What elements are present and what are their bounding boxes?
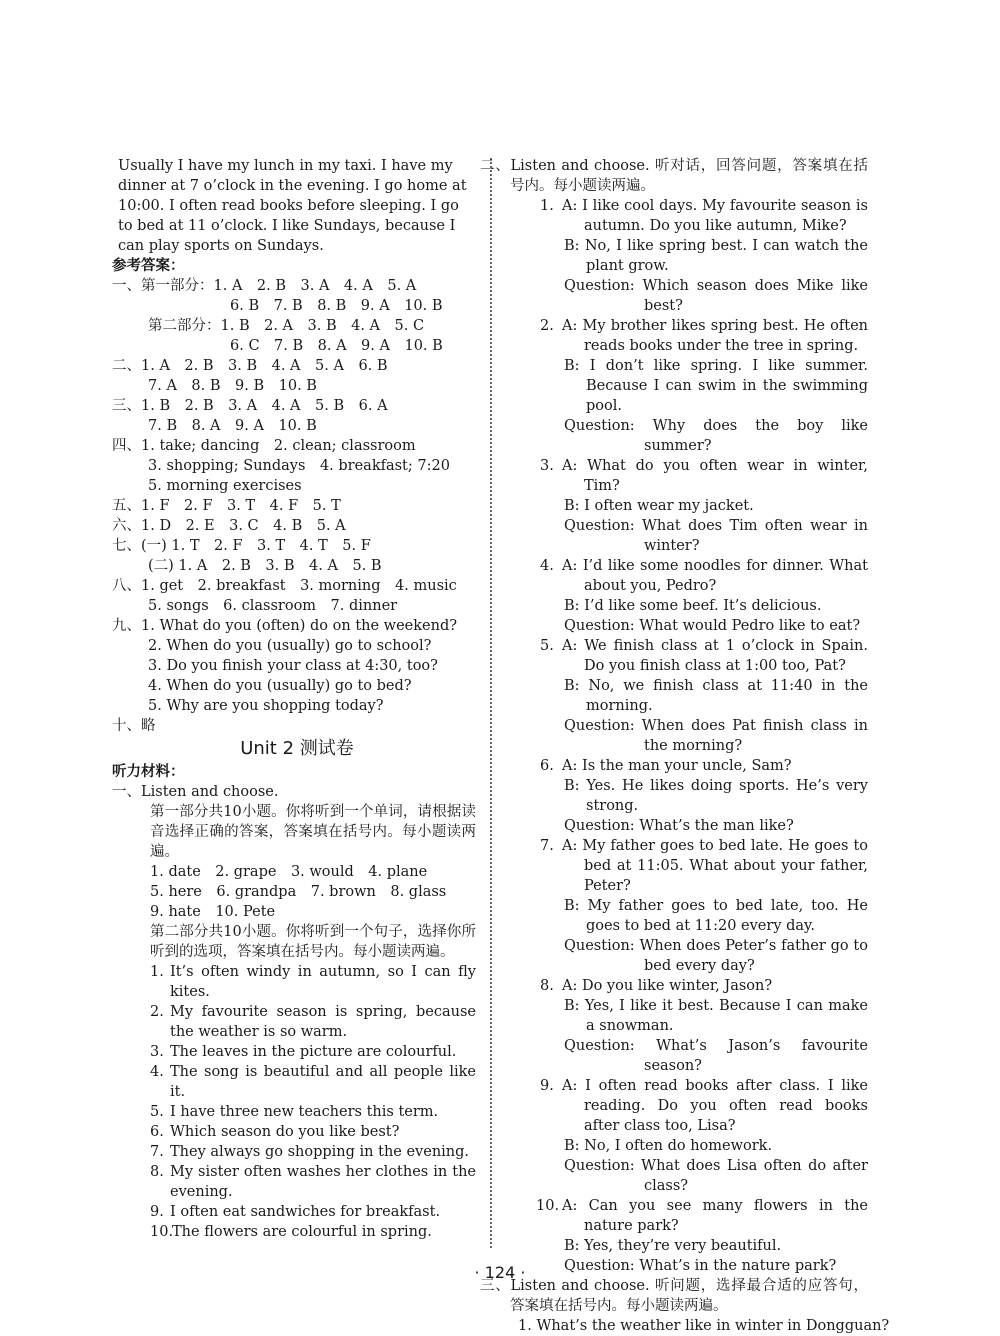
answer-line: 第二部分：1. B 2. A 3. B 4. A 5. C — [148, 318, 425, 334]
question-line: Question: What’s Jason’s favourite season? — [564, 1038, 868, 1074]
column-divider — [490, 158, 492, 1248]
dialogue-item — [510, 196, 868, 316]
sentence-text: The flowers are colourful in spring. — [172, 1224, 432, 1240]
answer-line: 七、(一) 1. T 2. F 3. T 4. T 5. F — [112, 538, 371, 554]
dialogue-number: 1. — [540, 198, 554, 214]
sentence-item — [118, 962, 476, 1002]
sentence-item — [118, 1142, 476, 1162]
intro-line: to bed at 11 o’clock. I like Sundays, because I — [118, 218, 456, 234]
sentence-text: The song is beautiful and all people like it. — [170, 1064, 476, 1100]
question-line: Question: Which season does Mike like best? — [564, 278, 868, 314]
sentence-number: 2. — [150, 1004, 164, 1020]
sentence-text: The leaves in the picture are colourful. — [170, 1044, 457, 1060]
intro-line: 10:00. I often read books before sleeping. I go — [118, 198, 459, 214]
dialogue-number: 8. — [540, 978, 554, 994]
question-line: Question: What would Pedro like to eat? — [564, 618, 861, 634]
speaker-a-line: A: I often read books after class. I like reading. Do you often read books after class too, Lisa? — [562, 1078, 868, 1134]
speaker-a-line: A: What do you often wear in winter, Tim? — [562, 458, 868, 494]
unit-title: Unit 2 测试卷 — [240, 738, 354, 759]
answer-line: 十、略 — [112, 718, 156, 734]
answer-line: 九、1. What do you (often) do on the weekend? — [112, 618, 458, 634]
question-line: Question: What’s the man like? — [564, 818, 794, 834]
dialogue-number: 4. — [540, 558, 554, 574]
word-line: 5. here 6. grandpa 7. brown 8. glass — [150, 884, 447, 900]
sentence-number: 5. — [150, 1104, 164, 1120]
sentence-text: I often eat sandwiches for breakfast. — [170, 1204, 441, 1220]
speaker-a-line: A: I’d like some noodles for dinner. What about you, Pedro? — [562, 558, 868, 594]
question-line: Question: When does Pat finish class in the morning? — [564, 718, 868, 754]
dialogue-number: 7. — [540, 838, 554, 854]
section3-question: 1. What’s the weather like in winter in Dongguan? — [518, 1318, 890, 1334]
answer-line: (二) 1. A 2. B 3. B 4. A 5. B — [148, 558, 382, 574]
answer-line: 6. B 7. B 8. B 9. A 10. B — [230, 298, 443, 314]
dialogue-item — [510, 556, 868, 636]
section3-title: 三、Listen and choose. 听问题，选择最合适的应答句，答案填在括号内。每小题读两遍。 — [480, 1278, 868, 1314]
sentence-number: 4. — [150, 1064, 164, 1080]
dialogue-item — [510, 636, 868, 756]
speaker-a-line: A: Is the man your uncle, Sam? — [562, 758, 792, 774]
question-line: Question: Why does the boy like summer? — [564, 418, 868, 454]
sentence-item — [118, 1062, 476, 1102]
speaker-b-line: B: I don’t like spring. I like summer. Because I can swim in the swimming pool. — [564, 358, 868, 414]
speaker-b-line: B: I often wear my jacket. — [564, 498, 754, 514]
speaker-b-line: B: No, I often do homework. — [564, 1138, 773, 1154]
answer-line: 7. A 8. B 9. B 10. B — [148, 378, 317, 394]
dialogue-item — [510, 976, 868, 1076]
speaker-b-line: B: My father goes to bed late, too. He goes to bed at 11:20 every day. — [564, 898, 868, 934]
answer-line: 3. Do you finish your class at 4:30, too? — [148, 658, 438, 674]
sentence-text: My sister often washes her clothes in the evening. — [170, 1164, 476, 1200]
speaker-a-line: A: Do you like winter, Jason? — [562, 978, 773, 994]
sentence-text: It’s often windy in autumn, so I can fly kites. — [170, 964, 476, 1000]
sentence-item — [118, 1002, 476, 1042]
answer-line: 二、1. A 2. B 3. B 4. A 5. A 6. B — [112, 358, 388, 374]
question-line: Question: What does Tim often wear in winter? — [564, 518, 868, 554]
answer-line: 5. morning exercises — [148, 478, 302, 494]
dialogue-number: 9. — [540, 1078, 554, 1094]
sentence-text: I have three new teachers this term. — [170, 1104, 439, 1120]
dialogue-item — [510, 456, 868, 556]
sentence-text: Which season do you like best? — [170, 1124, 400, 1140]
question-line: Question: What’s in the nature park? — [564, 1258, 837, 1274]
sentence-number: 3. — [150, 1044, 164, 1060]
speaker-a-line: A: I like cool days. My favourite season is autumn. Do you like autumn, Mike? — [562, 198, 868, 234]
sentence-number: 6. — [150, 1124, 164, 1140]
sentence-item — [118, 1102, 476, 1122]
answer-line: 5. songs 6. classroom 7. dinner — [148, 598, 398, 614]
dialogue-item — [510, 756, 868, 836]
part2-instructions: 第二部分共10小题。你将听到一个句子，选择你所听到的选项，答案填在括号内。每小题读两遍。 — [150, 924, 476, 960]
question-line: Question: What does Lisa often do after class? — [564, 1158, 868, 1194]
part1-instructions: 第一部分共10小题。你将听到一个单词，请根据读音选择正确的答案，答案填在括号内。每小题读两遍。 — [150, 804, 476, 860]
sentence-item — [118, 1122, 476, 1142]
sentence-text: My favourite season is spring, because the weather is so warm. — [170, 1004, 476, 1040]
sentence-number: 1. — [150, 964, 164, 980]
sentence-number: 7. — [150, 1144, 164, 1160]
answer-line: 6. C 7. B 8. A 9. A 10. B — [230, 338, 443, 354]
answer-line: 四、1. take; dancing 2. clean; classroom — [112, 438, 416, 454]
speaker-b-line: B: Yes, I like it best. Because I can make a snowman. — [564, 998, 868, 1034]
answer-line: 2. When do you (usually) go to school? — [148, 638, 432, 654]
intro-line: can play sports on Sundays. — [118, 238, 324, 254]
answer-line: 4. When do you (usually) go to bed? — [148, 678, 412, 694]
section1-title: 一、Listen and choose. — [112, 784, 279, 800]
question-line: Question: When does Peter’s father go to bed every day? — [564, 938, 868, 974]
dialogue-number: 6. — [540, 758, 554, 774]
answer-line: 八、1. get 2. breakfast 3. morning 4. music — [112, 578, 457, 594]
part2-sentence-list — [118, 962, 476, 1242]
sentence-item — [118, 1202, 476, 1222]
speaker-b-line: B: No, I like spring best. I can watch the plant grow. — [564, 238, 868, 274]
speaker-b-line: B: Yes. He likes doing sports. He’s very strong. — [564, 778, 868, 814]
dialogue-item — [510, 836, 868, 976]
listening-heading: 听力材料： — [112, 763, 185, 780]
answer-line: 5. Why are you shopping today? — [148, 698, 384, 714]
answer-line: 三、1. B 2. B 3. A 4. A 5. B 6. A — [112, 398, 388, 414]
dialogue-number: 2. — [540, 318, 554, 334]
section2-title: 二、Listen and choose. 听对话，回答问题，答案填在括号内。每小题读两遍。 — [480, 158, 868, 194]
answer-line: 一、第一部分：1. A 2. B 3. A 4. A 5. A — [112, 278, 417, 294]
dialogue-item — [510, 1076, 868, 1196]
dialogue-item — [510, 316, 868, 456]
word-line: 1. date 2. grape 3. would 4. plane — [150, 864, 428, 880]
answer-line: 六、1. D 2. E 3. C 4. B 5. A — [112, 518, 346, 534]
answer-line: 五、1. F 2. F 3. T 4. F 5. T — [112, 498, 341, 514]
intro-line: Usually I have my lunch in my taxi. I have my — [118, 158, 453, 174]
speaker-a-line: A: We finish class at 1 o’clock in Spain. Do you finish class at 1:00 too, Pat? — [562, 638, 868, 674]
sentence-number: 9. — [150, 1204, 164, 1220]
speaker-b-line: B: I’d like some beef. It’s delicious. — [564, 598, 822, 614]
sentence-item — [118, 1162, 476, 1202]
answer-line: 7. B 8. A 9. A 10. B — [148, 418, 317, 434]
sentence-number: 8. — [150, 1164, 164, 1180]
sentence-text: They always go shopping in the evening. — [170, 1144, 470, 1160]
dialogue-list — [510, 196, 868, 1276]
speaker-a-line: A: My father goes to bed late. He goes to bed at 11:05. What about your father, Peter? — [562, 838, 868, 894]
left-column — [112, 156, 476, 1242]
sentence-item — [118, 1222, 476, 1242]
sentence-item — [118, 1042, 476, 1062]
speaker-b-line: B: No, we finish class at 11:40 in the morning. — [564, 678, 868, 714]
intro-line: dinner at 7 o’clock in the evening. I go home at — [118, 178, 467, 194]
speaker-b-line: B: Yes, they’re very beautiful. — [564, 1238, 782, 1254]
dialogue-number: 10. — [536, 1198, 560, 1214]
sentence-number: 10. — [150, 1224, 174, 1240]
dialogue-number: 5. — [540, 638, 554, 654]
answers-heading: 参考答案： — [112, 257, 185, 274]
answer-line: 3. shopping; Sundays 4. breakfast; 7:20 — [148, 458, 450, 474]
word-line: 9. hate 10. Pete — [150, 904, 276, 920]
page-number: · 124 · — [474, 1263, 526, 1282]
dialogue-number: 3. — [540, 458, 554, 474]
speaker-a-line: A: My brother likes spring best. He often reads books under the tree in spring. — [562, 318, 868, 354]
speaker-a-line: A: Can you see many flowers in the nature park? — [562, 1198, 868, 1234]
